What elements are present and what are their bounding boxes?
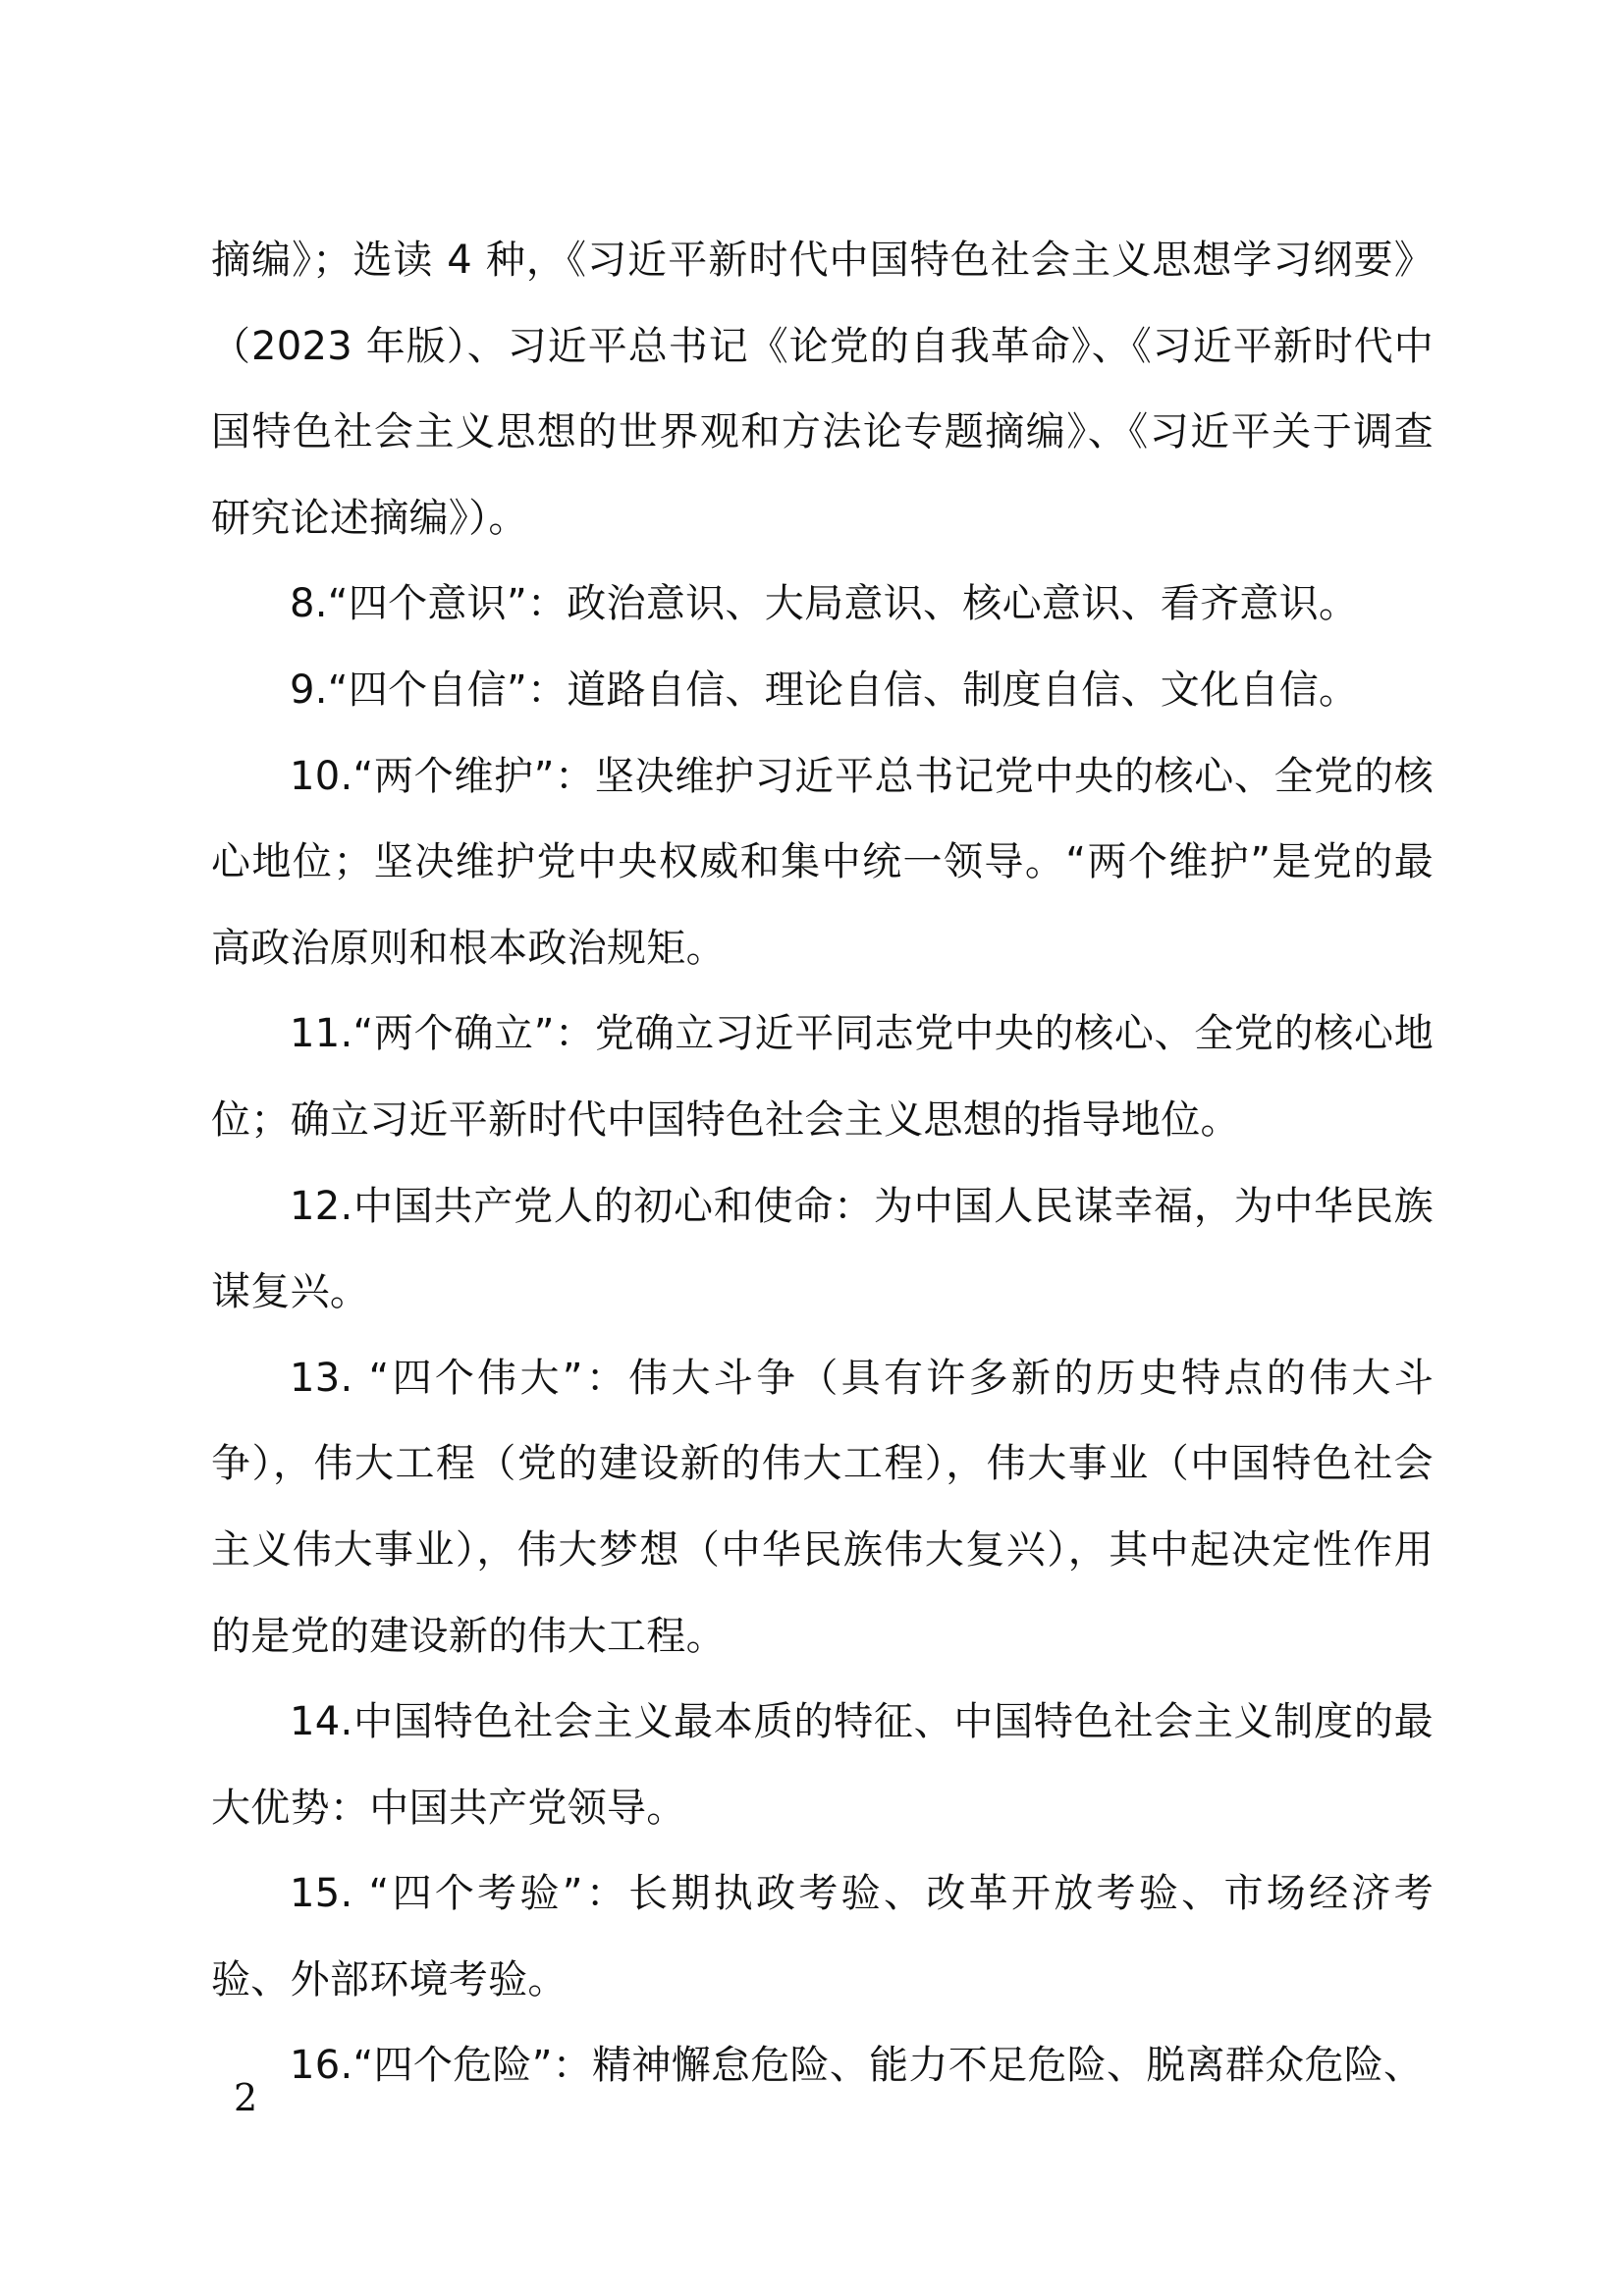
paragraph-item-10: 10.“两个维护”：坚决维护习近平总书记党中央的核心、全党的核心地位；坚决维护党中央权威和集中统一领导。“两个维护”是党的最高政治原则和根本政治规矩。 <box>211 753 1434 971</box>
paragraph-item-15: 15. “四个考验”：长期执政考验、改革开放考验、市场经济考验、外部环境考验。 <box>211 1871 1434 2002</box>
paragraph-item-14: 14.中国特色社会主义最本质的特征、中国特色社会主义制度的最大优势：中国共产党领导。 <box>211 1699 1434 1831</box>
paragraph-item-9: 9.“四个自信”：道路自信、理论自信、制度自信、文化自信。 <box>290 667 1359 713</box>
paragraph-item-13: 13. “四个伟大”：伟大斗争（具有许多新的历史特点的伟大斗争），伟大工程（党的建设新的伟大工程），伟大事业（中国特色社会主义伟大事业），伟大梦想（中华民族伟大复兴），其中起决定性作用的是党的建设新的伟大工程。 <box>211 1355 1434 1659</box>
paragraph-item-12: 12.中国共产党人的初心和使命：为中国人民谋幸福，为中华民族谋复兴。 <box>211 1183 1434 1315</box>
paragraph-continuation: 摘编》；选读 4 种，《习近平新时代中国特色社会主义思想学习纲要》（2023 年版）、习近平总书记《论党的自我革命》、《习近平新时代中国特色社会主义思想的世界观和方法论专题摘编》、《习近平关于调查研究论述摘编》）。 <box>211 238 1434 541</box>
paragraph-item-8: 8.“四个意识”：政治意识、大局意识、核心意识、看齐意识。 <box>290 581 1359 627</box>
paragraph-item-11: 11.“两个确立”：党确立习近平同志党中央的核心、全党的核心地位；确立习近平新时代中国特色社会主义思想的指导地位。 <box>211 1011 1434 1143</box>
page-number: 2 <box>234 2076 258 2119</box>
document-body <box>211 218 1434 2109</box>
paragraph-item-16: 16.“四个危险”：精神懈怠危险、能力不足危险、脱离群众危险、 <box>290 2043 1424 2089</box>
